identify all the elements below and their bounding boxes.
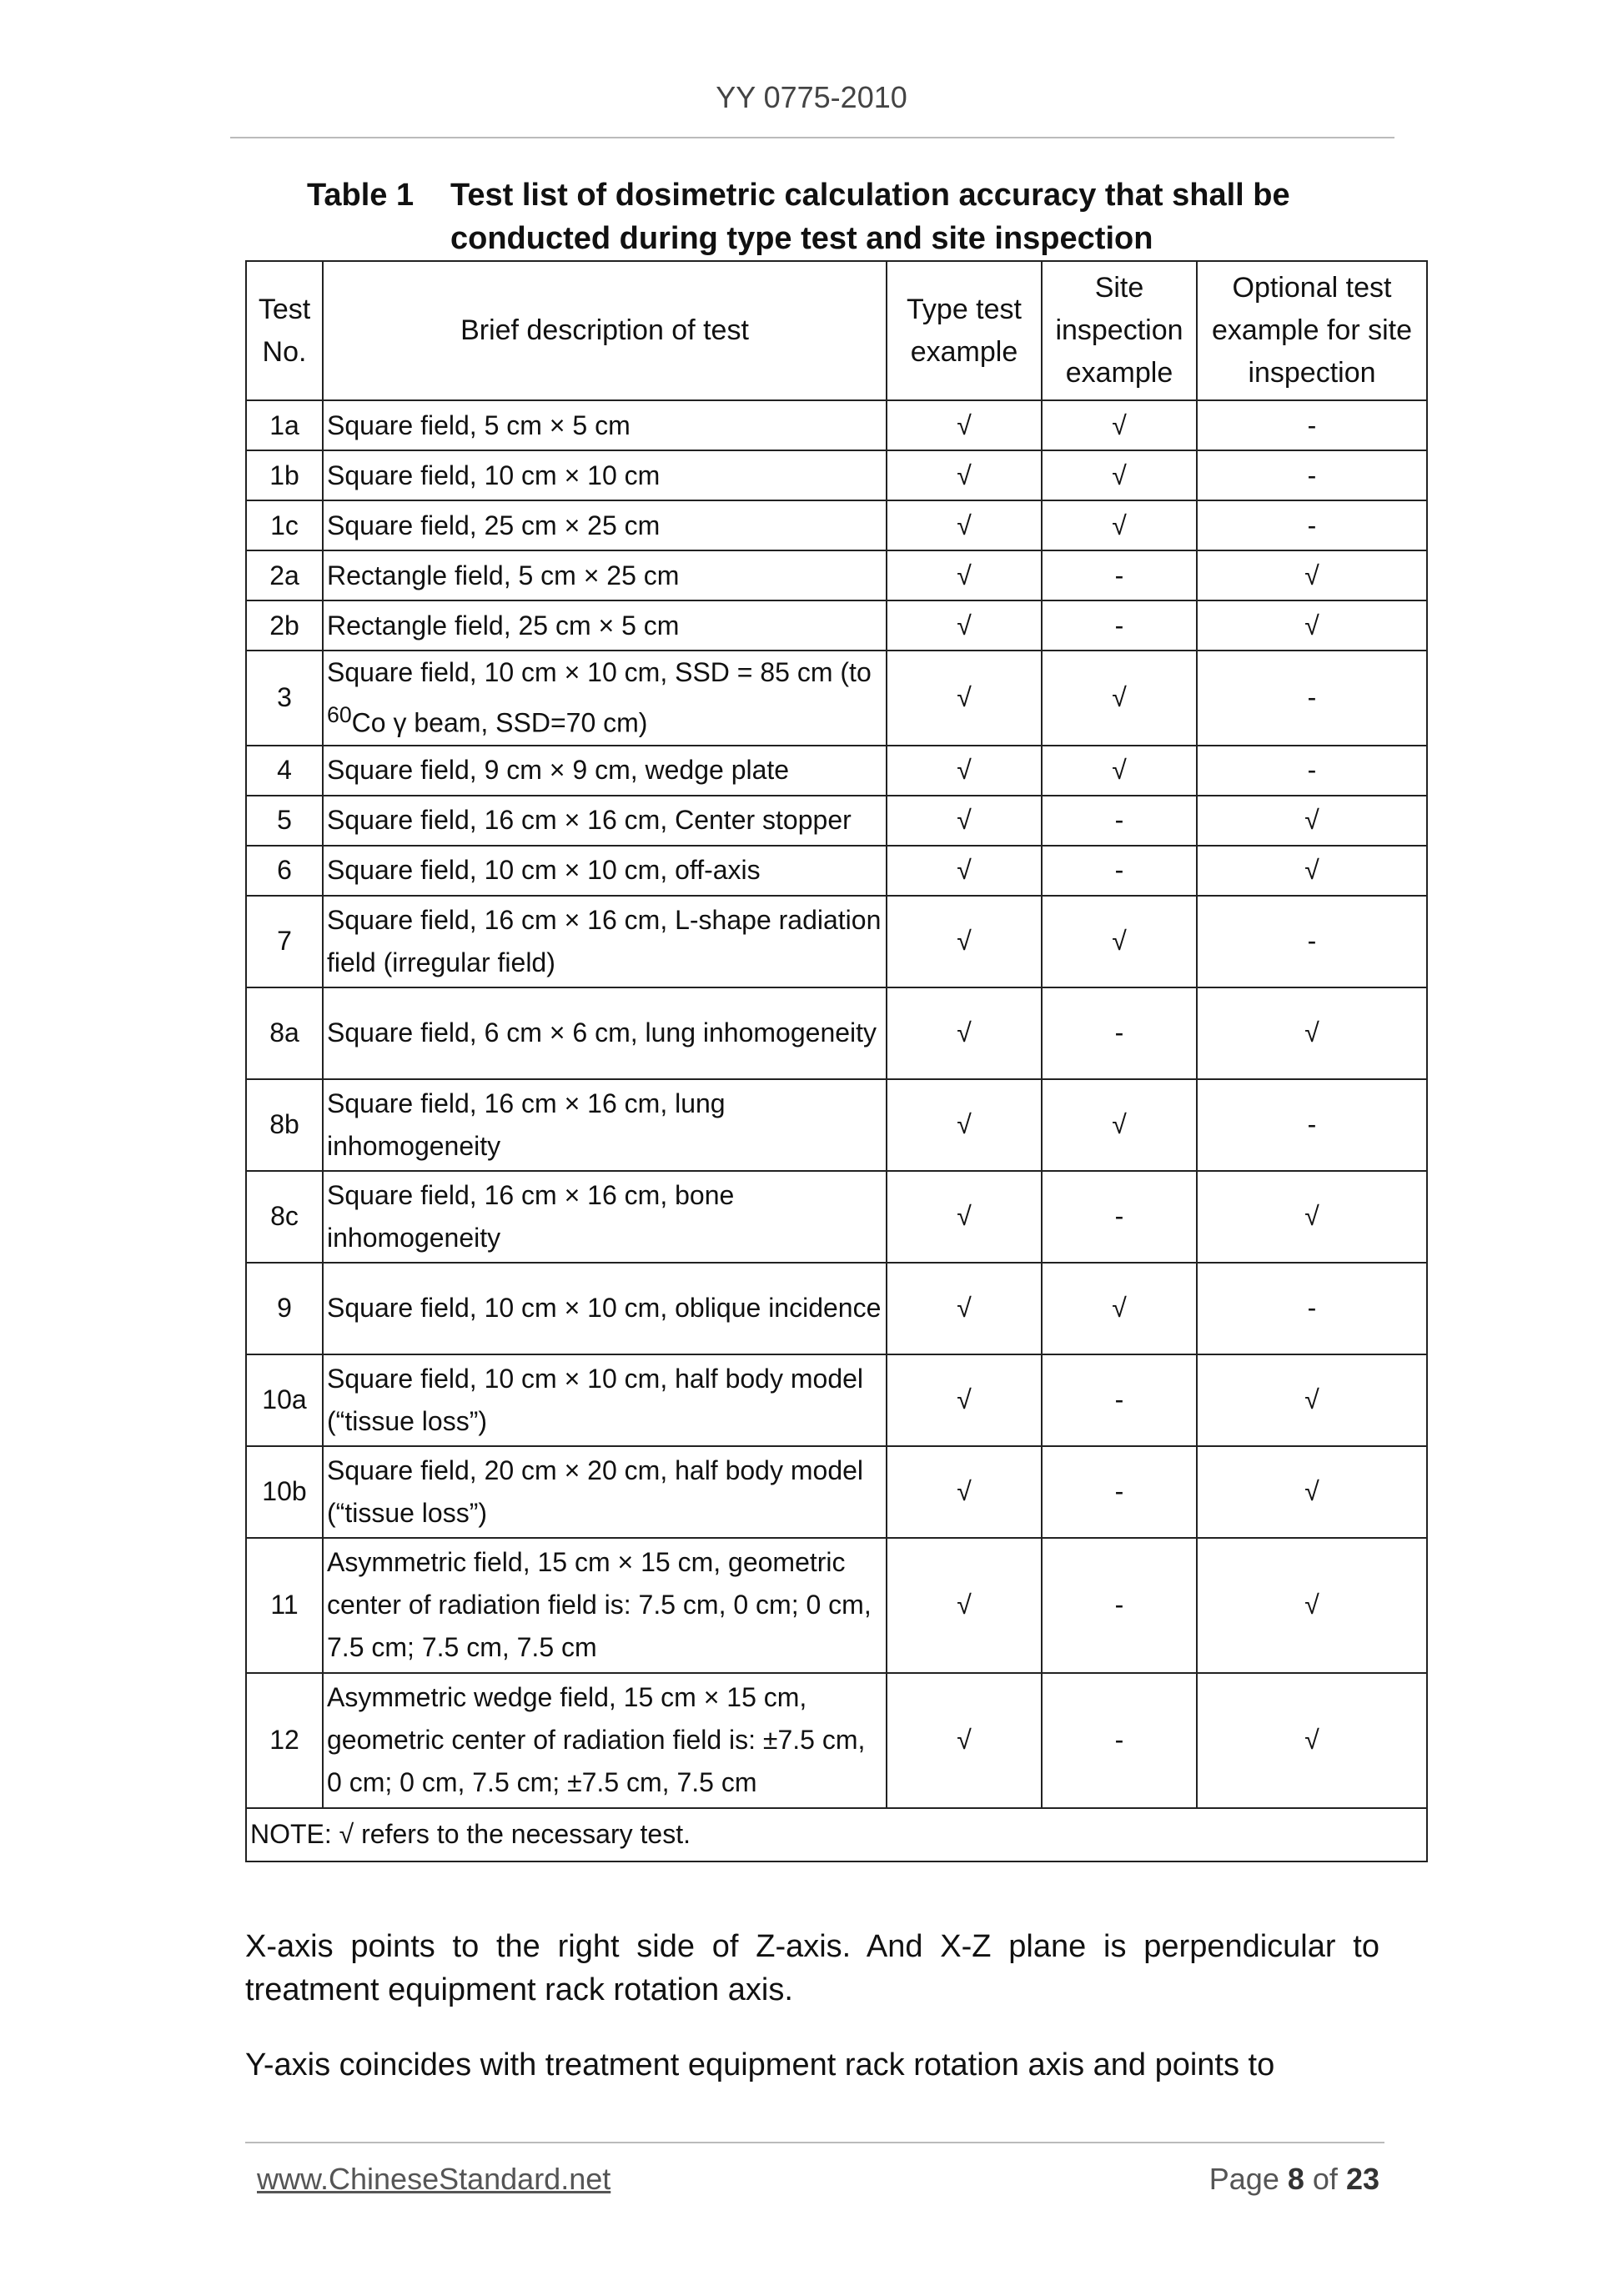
cell-description: Square field, 10 cm × 10 cm, off-axis bbox=[323, 846, 887, 896]
cell-site-inspection: - bbox=[1042, 987, 1197, 1079]
cell-optional: √ bbox=[1197, 1538, 1427, 1673]
cell-description: Square field, 16 cm × 16 cm, lung inhomogeneity bbox=[323, 1079, 887, 1171]
table-row bbox=[246, 896, 1427, 987]
cell-site-inspection: - bbox=[1042, 1354, 1197, 1446]
cell-optional: - bbox=[1197, 500, 1427, 550]
table-row bbox=[246, 1354, 1427, 1446]
cell-test-no: 11 bbox=[246, 1538, 323, 1673]
cell-optional: √ bbox=[1197, 1171, 1427, 1263]
cell-type-test: √ bbox=[887, 651, 1042, 746]
cell-site-inspection: - bbox=[1042, 796, 1197, 846]
cell-test-no: 1b bbox=[246, 450, 323, 500]
page-label: Page bbox=[1208, 2162, 1279, 2196]
cell-site-inspection: - bbox=[1042, 600, 1197, 651]
cell-test-no: 8a bbox=[246, 987, 323, 1079]
cell-test-no: 8b bbox=[246, 1079, 323, 1171]
test-list-table bbox=[245, 260, 1428, 1862]
cell-optional: - bbox=[1197, 1263, 1427, 1354]
cell-optional: - bbox=[1197, 896, 1427, 987]
cell-site-inspection: √ bbox=[1042, 500, 1197, 550]
body-paragraph-2: Y-axis coincides with treatment equipment rack rotation axis and points to bbox=[245, 2047, 1275, 2082]
cell-description: Square field, 16 cm × 16 cm, bone inhomogeneity bbox=[323, 1171, 887, 1263]
desc-text-part1: Square field, 10 cm × 10 cm, SSD = 85 cm (to bbox=[327, 657, 872, 687]
cell-optional: - bbox=[1197, 450, 1427, 500]
table-row bbox=[246, 987, 1427, 1079]
table-row bbox=[246, 1673, 1427, 1808]
cell-optional: - bbox=[1197, 1079, 1427, 1171]
cell-type-test: √ bbox=[887, 796, 1042, 846]
page-indicator bbox=[1209, 2162, 1379, 2197]
desc-text-part2: Co γ beam, SSD=70 cm) bbox=[351, 707, 648, 738]
cell-site-inspection: - bbox=[1042, 1171, 1197, 1263]
cell-optional: - bbox=[1197, 746, 1427, 796]
page-total: 23 bbox=[1345, 2162, 1379, 2196]
cell-description: Square field, 20 cm × 20 cm, half body model (“tissue loss”) bbox=[323, 1446, 887, 1538]
cell-test-no: 7 bbox=[246, 896, 323, 987]
cell-description bbox=[323, 651, 887, 746]
footer-website-link[interactable]: www.ChineseStandard.net bbox=[257, 2162, 611, 2196]
table-caption-text: Test list of dosimetric calculation accuracy that shall be conducted during type test and site inspection bbox=[450, 178, 1290, 256]
cell-site-inspection: √ bbox=[1042, 400, 1197, 450]
cell-description: Square field, 5 cm × 5 cm bbox=[323, 400, 887, 450]
table-caption-number: Table 1 bbox=[307, 178, 415, 213]
cell-optional: √ bbox=[1197, 1673, 1427, 1808]
table-row bbox=[246, 600, 1427, 651]
table-note: NOTE: √ refers to the necessary test. bbox=[246, 1808, 1427, 1861]
cell-type-test: √ bbox=[887, 1354, 1042, 1446]
cell-test-no: 8c bbox=[246, 1171, 323, 1263]
table-row bbox=[246, 846, 1427, 896]
col-header-type-test: Type test example bbox=[887, 261, 1042, 400]
table-note-row bbox=[246, 1808, 1427, 1861]
cell-type-test: √ bbox=[887, 1538, 1042, 1673]
cell-site-inspection: √ bbox=[1042, 746, 1197, 796]
cell-optional: - bbox=[1197, 400, 1427, 450]
cell-type-test: √ bbox=[887, 746, 1042, 796]
table-row bbox=[246, 550, 1427, 600]
cell-site-inspection: - bbox=[1042, 550, 1197, 600]
document-id: YY 0775-2010 bbox=[716, 80, 907, 114]
cell-test-no: 5 bbox=[246, 796, 323, 846]
table-row bbox=[246, 450, 1427, 500]
cell-description: Square field, 16 cm × 16 cm, Center stopper bbox=[323, 796, 887, 846]
cell-optional: √ bbox=[1197, 600, 1427, 651]
cell-description: Asymmetric wedge field, 15 cm × 15 cm, geometric center of radiation field is: ±7.5 cm, 0 cm; 0 cm, 7.5 cm; ±7.5 cm, 7.5 cm bbox=[323, 1673, 887, 1808]
cell-description: Square field, 10 cm × 10 cm, oblique incidence bbox=[323, 1263, 887, 1354]
cell-site-inspection: √ bbox=[1042, 1079, 1197, 1171]
cell-test-no: 3 bbox=[246, 651, 323, 746]
table-caption bbox=[307, 173, 1408, 260]
cell-description: Rectangle field, 5 cm × 25 cm bbox=[323, 550, 887, 600]
cell-test-no: 10b bbox=[246, 1446, 323, 1538]
cell-test-no: 4 bbox=[246, 746, 323, 796]
table-row bbox=[246, 651, 1427, 746]
cell-test-no: 1a bbox=[246, 400, 323, 450]
table-row bbox=[246, 1171, 1427, 1263]
cell-test-no: 12 bbox=[246, 1673, 323, 1808]
cell-type-test: √ bbox=[887, 500, 1042, 550]
cell-description: Asymmetric field, 15 cm × 15 cm, geometric center of radiation field is: 7.5 cm, 0 cm; 0 cm, 7.5 cm; 7.5 cm, 7.5 cm bbox=[323, 1538, 887, 1673]
cell-type-test: √ bbox=[887, 600, 1042, 651]
cell-description: Square field, 9 cm × 9 cm, wedge plate bbox=[323, 746, 887, 796]
cell-description: Square field, 25 cm × 25 cm bbox=[323, 500, 887, 550]
header-divider bbox=[230, 137, 1394, 138]
cell-description: Square field, 10 cm × 10 cm, half body model (“tissue loss”) bbox=[323, 1354, 887, 1446]
cell-site-inspection: - bbox=[1042, 1673, 1197, 1808]
page-number: 8 bbox=[1287, 2162, 1304, 2196]
table-row bbox=[246, 1263, 1427, 1354]
cell-optional: √ bbox=[1197, 550, 1427, 600]
cell-type-test: √ bbox=[887, 1673, 1042, 1808]
cell-type-test: √ bbox=[887, 987, 1042, 1079]
cell-type-test: √ bbox=[887, 1263, 1042, 1354]
table-row bbox=[246, 746, 1427, 796]
table-header-row bbox=[246, 261, 1427, 400]
cell-optional: √ bbox=[1197, 1446, 1427, 1538]
cell-type-test: √ bbox=[887, 1171, 1042, 1263]
cell-site-inspection: √ bbox=[1042, 896, 1197, 987]
table-row bbox=[246, 500, 1427, 550]
cell-type-test: √ bbox=[887, 1079, 1042, 1171]
cell-type-test: √ bbox=[887, 450, 1042, 500]
cell-optional: √ bbox=[1197, 796, 1427, 846]
cell-test-no: 1c bbox=[246, 500, 323, 550]
footer-divider bbox=[245, 2142, 1384, 2143]
col-header-site-inspection: Site inspection example bbox=[1042, 261, 1197, 400]
cell-site-inspection: - bbox=[1042, 1446, 1197, 1538]
cell-test-no: 2a bbox=[246, 550, 323, 600]
cell-test-no: 6 bbox=[246, 846, 323, 896]
table-row bbox=[246, 1538, 1427, 1673]
col-header-test-no: Test No. bbox=[246, 261, 323, 400]
cell-test-no: 10a bbox=[246, 1354, 323, 1446]
table-row bbox=[246, 796, 1427, 846]
cell-type-test: √ bbox=[887, 400, 1042, 450]
col-header-description: Brief description of test bbox=[323, 261, 887, 400]
table-row bbox=[246, 1446, 1427, 1538]
cell-test-no: 2b bbox=[246, 600, 323, 651]
cell-optional: √ bbox=[1197, 987, 1427, 1079]
table-row bbox=[246, 1079, 1427, 1171]
cell-site-inspection: √ bbox=[1042, 1263, 1197, 1354]
table-row bbox=[246, 400, 1427, 450]
cell-type-test: √ bbox=[887, 846, 1042, 896]
col-header-optional: Optional test example for site inspection bbox=[1197, 261, 1427, 400]
cell-description: Rectangle field, 25 cm × 5 cm bbox=[323, 600, 887, 651]
cell-optional: √ bbox=[1197, 846, 1427, 896]
cell-site-inspection: √ bbox=[1042, 450, 1197, 500]
cell-site-inspection: - bbox=[1042, 1538, 1197, 1673]
of-label: of bbox=[1312, 2162, 1338, 2196]
isotope-mass-number: 60 bbox=[327, 702, 352, 727]
cell-type-test: √ bbox=[887, 550, 1042, 600]
body-paragraph-1: X-axis points to the right side of Z-axis. And X-Z plane is perpendicular to treatment equipment rack rotation axis. bbox=[245, 1929, 1379, 2007]
cell-description: Square field, 16 cm × 16 cm, L-shape radiation field (irregular field) bbox=[323, 896, 887, 987]
cell-site-inspection: √ bbox=[1042, 651, 1197, 746]
cell-description: Square field, 6 cm × 6 cm, lung inhomogeneity bbox=[323, 987, 887, 1079]
cell-test-no: 9 bbox=[246, 1263, 323, 1354]
cell-site-inspection: - bbox=[1042, 846, 1197, 896]
cell-optional: √ bbox=[1197, 1354, 1427, 1446]
cell-description: Square field, 10 cm × 10 cm bbox=[323, 450, 887, 500]
cell-optional: - bbox=[1197, 651, 1427, 746]
cell-type-test: √ bbox=[887, 896, 1042, 987]
cell-type-test: √ bbox=[887, 1446, 1042, 1538]
